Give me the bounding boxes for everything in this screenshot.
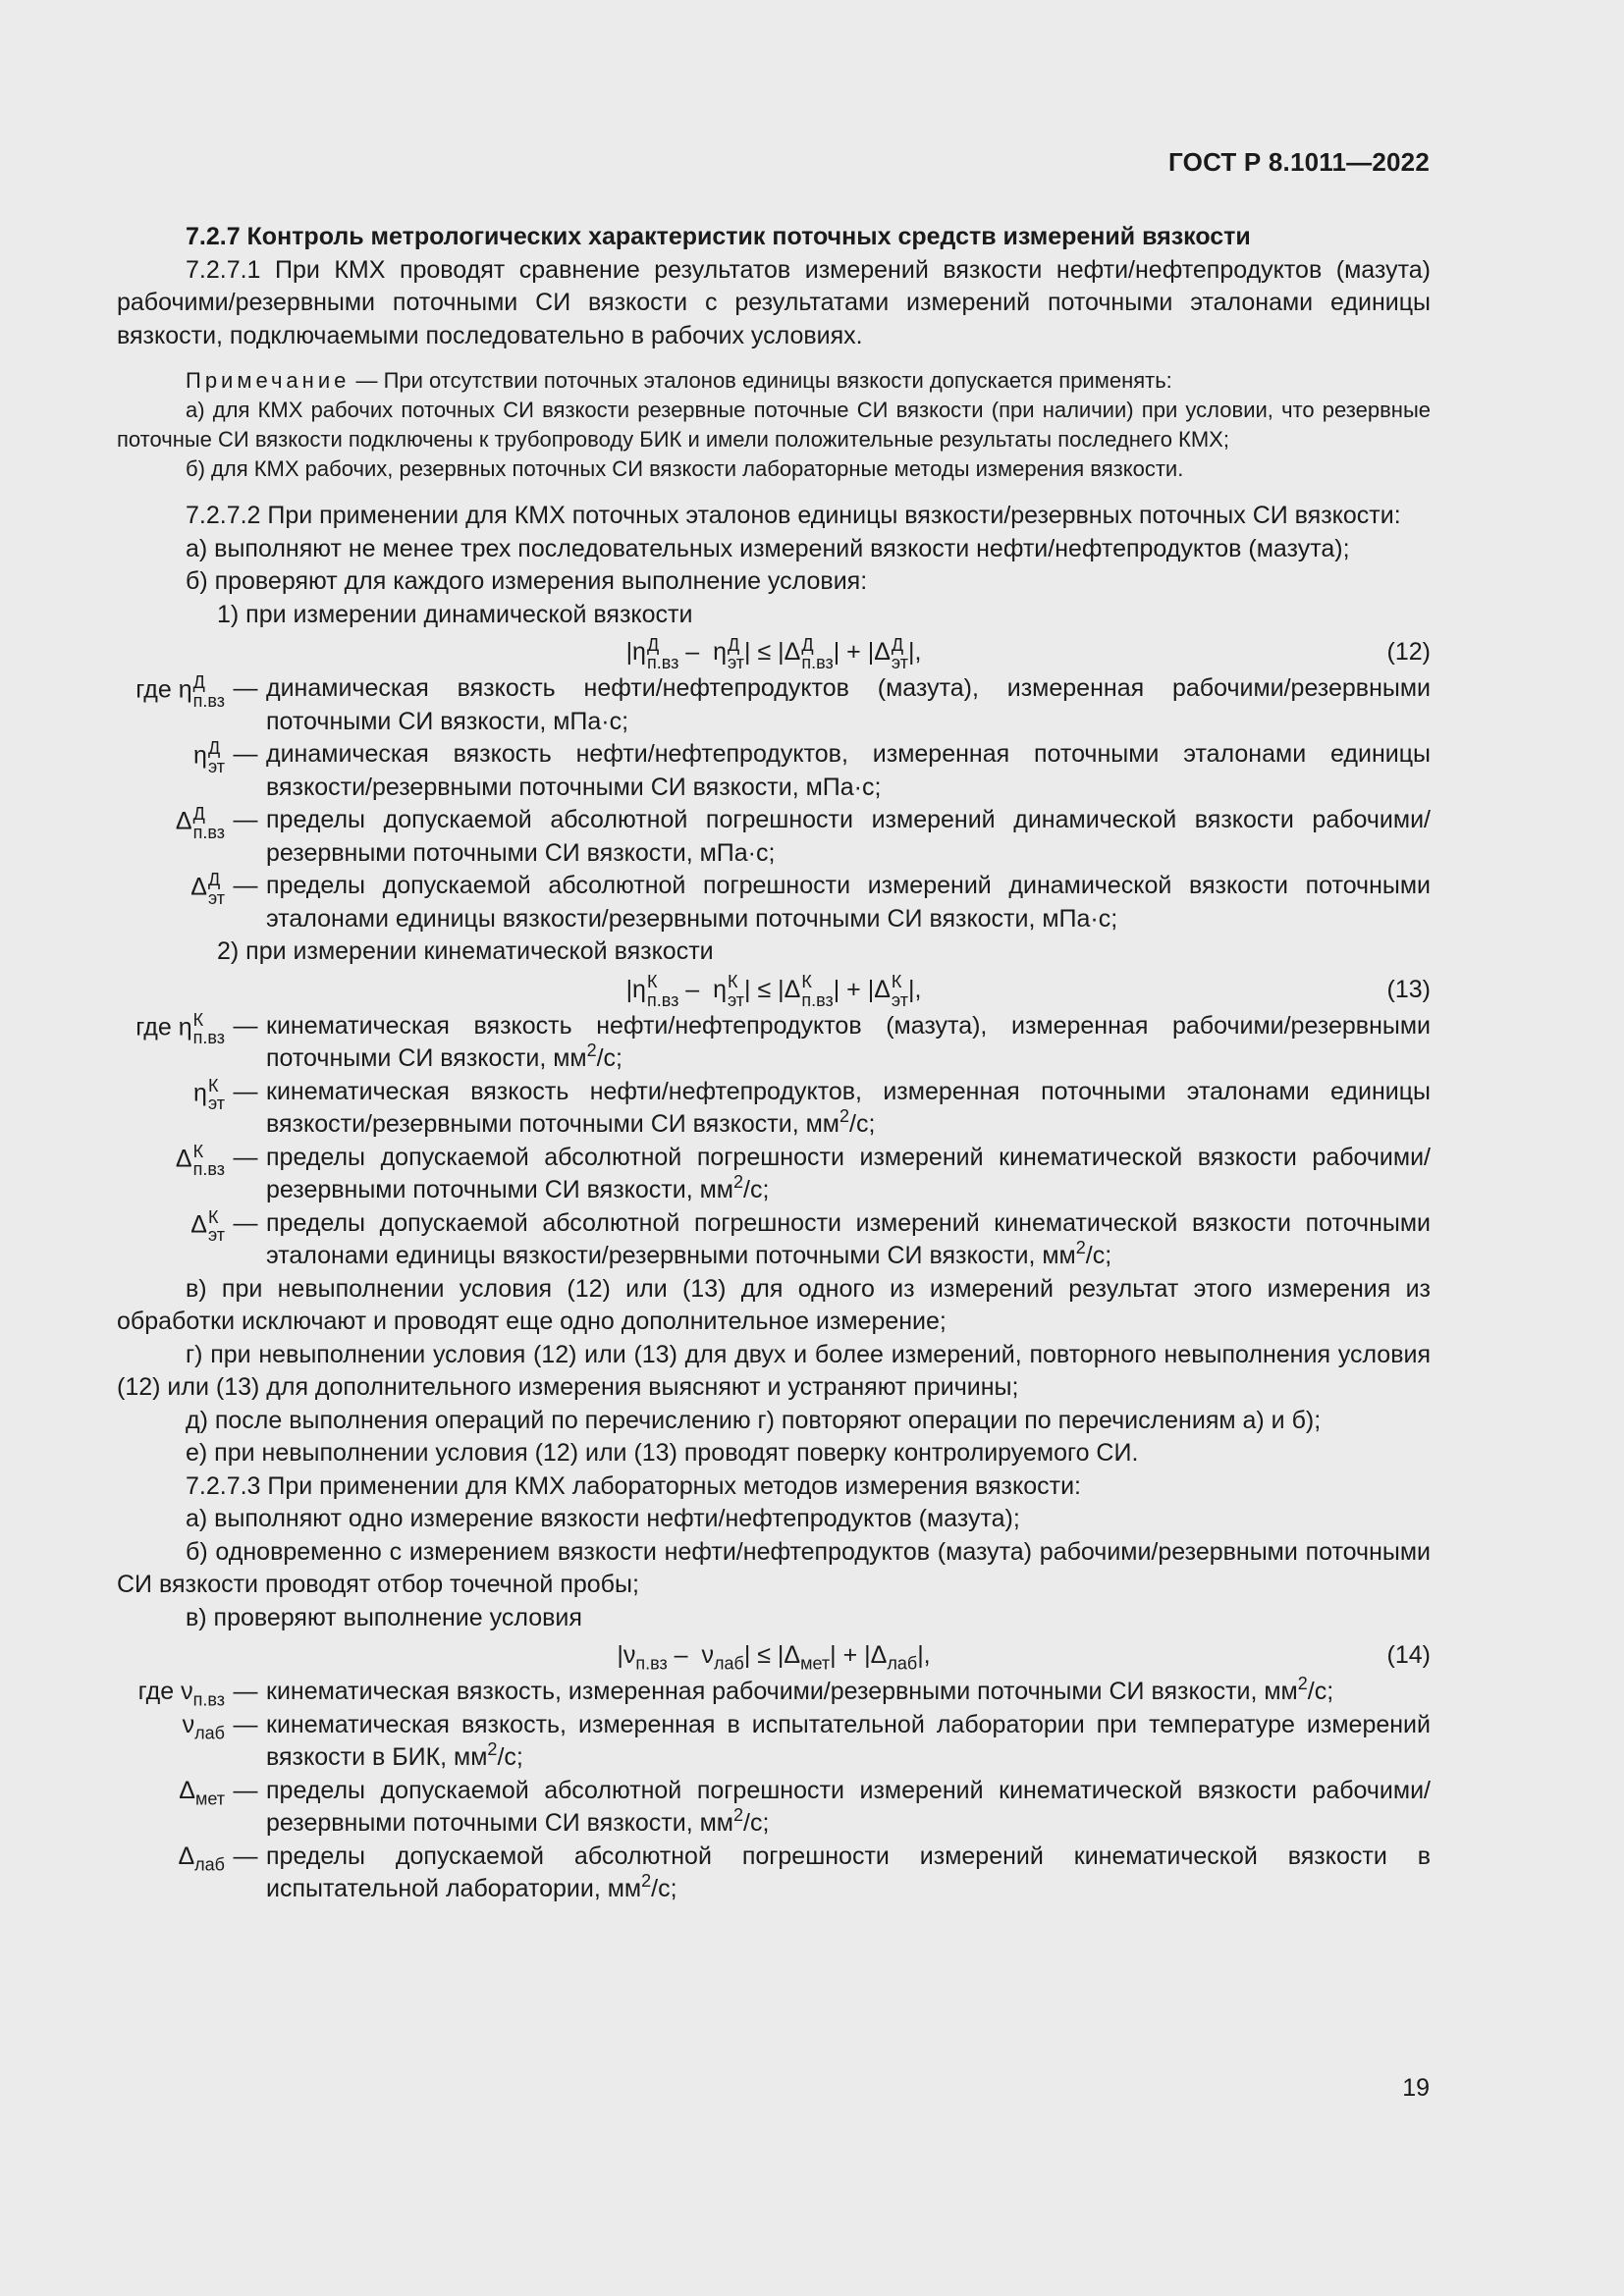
definition-row bbox=[117, 1841, 1431, 1906]
definition-text: динамическая вязкость нефти/нефтепродуктов, измеренная поточными эталонами единицы вязкости/резервными поточными СИ вязкости, мПа·с; bbox=[266, 740, 1431, 801]
formula-13-number: (13) bbox=[1386, 975, 1431, 1003]
list-item-d: д) после выполнения операций по перечислению г) повторяют операции по перечислениям а) и б); bbox=[186, 1406, 1322, 1434]
definition-row bbox=[117, 870, 1431, 935]
definition-symbol: η Д эт bbox=[193, 738, 225, 776]
list-item-e: е) при невыполнении условия (12) или (13) проводят поверку контролируемого СИ. bbox=[186, 1439, 1139, 1467]
definition-dash: — bbox=[233, 1776, 258, 1804]
definition-row bbox=[117, 1076, 1431, 1142]
note-item-b: б) для КМХ рабочих, резервных поточных СИ вязкости лабораторные методы измерения вязкости. bbox=[186, 456, 1184, 481]
note-item-a: а) для КМХ рабочих поточных СИ вязкости резервные поточные СИ вязкости (при наличии) при условии, что резервные поточные СИ вязкости подключены к трубопроводу БИК и имели положительные результаты последнего КМХ; bbox=[117, 398, 1431, 452]
page-content bbox=[117, 221, 1431, 1906]
definition-symbol: где η Д п.вз bbox=[135, 672, 225, 711]
definition-row bbox=[117, 804, 1431, 870]
list-item-a: а) выполняют не менее трех последовательных измерений вязкости нефти/нефтепродуктов (мазута); bbox=[186, 534, 1350, 562]
definition-dash: — bbox=[233, 674, 258, 702]
definition-dash: — bbox=[233, 1842, 258, 1870]
unit-tail: /с; bbox=[651, 1875, 677, 1902]
definition-text: пределы допускаемой абсолютной погрешности измерений кинематической вязкости рабочими/резервными поточными СИ вязкости, $мм^2/с$; bbox=[266, 1143, 1431, 1203]
paragraph-7-2-7-3: 7.2.7.3 При применении для КМХ лабораторных методов измерения вязкости: bbox=[186, 1471, 1081, 1500]
list-item-b-lab: б) одновременно с измерением вязкости нефти/нефтепродуктов (мазута) рабочими/резервными поточными СИ вязкости проводят отбор точечной пробы; bbox=[117, 1537, 1431, 1598]
list-item-a-lab: а) выполняют одно измерение вязкости нефти/нефтепродуктов (мазута); bbox=[186, 1505, 1020, 1532]
document-id-header: ГОСТ Р 8.1011—2022 bbox=[1168, 147, 1430, 177]
definition-symbol: где η К п.вз bbox=[135, 1009, 225, 1048]
paragraph-7-2-7-1: 7.2.7.1 При КМХ проводят сравнение результатов измерений вязкости нефти/нефтепродуктов (мазута) рабочими/резервными поточными СИ вязкости с результатами измерений поточными эталонами единицы вязкости, подключаемыми последовательно в рабочих условиях. bbox=[117, 255, 1431, 349]
case-2-kinematic: 2) при измерении кинематической вязкости bbox=[217, 937, 714, 965]
definition-symbol: Δ Д эт bbox=[190, 870, 225, 908]
definition-symbol: η К эт bbox=[193, 1075, 225, 1114]
definition-dash: — bbox=[233, 1077, 258, 1105]
definition-text: пределы допускаемой абсолютной погрешности измерений динамической вязкости рабочими/резервными поточными СИ вязкости, мПа·с; bbox=[266, 806, 1431, 867]
definition-row bbox=[117, 1775, 1431, 1841]
definition-body: пределы допускаемой абсолютной погрешности измерений кинематической вязкости в испытательной лаборатории, мм bbox=[266, 1842, 1431, 1902]
unit-tail: /с; bbox=[743, 1176, 770, 1203]
unit-tail: /с; bbox=[849, 1110, 876, 1138]
definition-body: кинематическая вязкость, измеренная в испытательной лаборатории при температуре измерений вязкости в БИК, мм bbox=[266, 1710, 1431, 1771]
unit-tail: /с; bbox=[1307, 1678, 1334, 1705]
unit-tail: /с; bbox=[743, 1809, 770, 1837]
definition-body: кинематическая вязкость нефти/нефтепродуктов, измеренная поточными эталонами единицы вязкости/резервными поточными СИ вязкости, мм bbox=[266, 1077, 1431, 1138]
case-1-dynamic: 1) при измерении динамической вязкости bbox=[217, 600, 693, 628]
formula-12-expression: |η Д п.вз – η Д эт | ≤ |Δ Д п.вз | + |Δ Д эт |, bbox=[625, 634, 922, 673]
definition-text: кинематическая вязкость, измеренная в испытательной лаборатории при температуре измерений вязкости в БИК, $мм^2/с$; bbox=[266, 1710, 1431, 1771]
definition-text: пределы допускаемой абсолютной погрешности измерений кинематической вязкости рабочими/резервными поточными СИ вязкости, $мм^2/с$; bbox=[266, 1776, 1431, 1837]
definition-row bbox=[117, 1142, 1431, 1207]
definition-row bbox=[117, 738, 1431, 804]
unit-tail: /с; bbox=[497, 1743, 523, 1771]
formula-12 bbox=[117, 631, 1431, 672]
definition-row bbox=[117, 672, 1431, 738]
definition-text: динамическая вязкость нефти/нефтепродуктов (мазута), измеренная рабочими/резервными поточными СИ вязкости, мПа·с; bbox=[266, 674, 1431, 735]
definition-symbol: $\nu_{лаб}$ bbox=[182, 1710, 225, 1742]
list-item-v-lab: в) проверяют выполнение условия bbox=[186, 1603, 582, 1631]
definition-dash: — bbox=[233, 1710, 258, 1738]
unit-tail: /с; bbox=[596, 1044, 623, 1072]
note-label: Примечание bbox=[186, 368, 351, 393]
formula-14 bbox=[117, 1634, 1431, 1676]
unit-tail: /с; bbox=[1085, 1242, 1112, 1269]
definition-body: пределы допускаемой абсолютной погрешности измерений кинематической вязкости поточными эталонами единицы вязкости/резервными поточными СИ вязкости, мм bbox=[266, 1208, 1431, 1269]
formula-14-number: (14) bbox=[1386, 1641, 1431, 1669]
definition-row bbox=[117, 1709, 1431, 1775]
definition-row bbox=[117, 1207, 1431, 1273]
paragraph-7-2-7-2: 7.2.7.2 При применении для КМХ поточных эталонов единицы вязкости/резервных поточных СИ вязкости: bbox=[186, 502, 1401, 529]
definition-dash: — bbox=[233, 1208, 258, 1237]
where-word: где bbox=[137, 1678, 175, 1705]
definition-symbol: Δ К п.вз bbox=[175, 1141, 225, 1180]
note-intro bbox=[117, 366, 1431, 396]
section-heading: 7.2.7 Контроль метрологических характеристик поточных средств измерений вязкости bbox=[186, 223, 1251, 250]
where-word: где bbox=[135, 675, 172, 704]
page-number: 19 bbox=[1402, 2074, 1430, 2102]
definition-dash: — bbox=[233, 1143, 258, 1171]
definition-text: пределы допускаемой абсолютной погрешности измерений кинематической вязкости в испытательной лаборатории, $мм^2/с$; bbox=[266, 1842, 1431, 1902]
definition-body: пределы допускаемой абсолютной погрешности измерений кинематической вязкости рабочими/резервными поточными СИ вязкости, мм bbox=[266, 1143, 1431, 1203]
definition-row bbox=[117, 1676, 1431, 1709]
definition-body: кинематическая вязкость нефти/нефтепродуктов (мазута), измеренная рабочими/резервными поточными СИ вязкости, мм bbox=[266, 1011, 1431, 1072]
list-item-g: г) при невыполнении условия (12) или (13) для двух и более измерений, повторного невыполнения условия (12) или (13) для дополнительного измерения выясняют и устраняют причины; bbox=[117, 1340, 1431, 1401]
definition-symbol: Δ К эт bbox=[190, 1206, 225, 1246]
formula-12-number: (12) bbox=[1386, 638, 1431, 666]
definition-dash: — bbox=[233, 1011, 258, 1040]
definition-dash: — bbox=[233, 806, 258, 833]
definition-symbol: где $\nu_{п.вз}$ bbox=[137, 1678, 225, 1710]
definition-symbol: $\Delta_{мет}$ bbox=[179, 1776, 225, 1808]
note-text: — При отсутствии поточных эталонов единицы вязкости допускается применять: bbox=[350, 368, 1172, 393]
definition-text: кинематическая вязкость нефти/нефтепродуктов, измеренная поточными эталонами единицы вязкости/резервными поточными СИ вязкости, $мм^2/с$; bbox=[266, 1077, 1431, 1138]
note-block bbox=[117, 366, 1431, 484]
formula-14-expression: $|\nu_{п.вз} - \nu_{лаб}| \le |\Delta_{мет}| + |\Delta_{лаб}|$, bbox=[617, 1641, 931, 1674]
definition-symbol: $\Delta_{лаб}$ bbox=[178, 1842, 225, 1874]
where-word: где bbox=[135, 1013, 172, 1041]
list-item-b: б) проверяют для каждого измерения выполнение условия: bbox=[186, 567, 868, 595]
definition-text: пределы допускаемой абсолютной погрешности измерений динамической вязкости поточными эталонами единицы вязкости/резервными поточными СИ вязкости, мПа·с; bbox=[266, 872, 1431, 933]
definition-dash: — bbox=[233, 740, 258, 768]
definition-dash: — bbox=[233, 872, 258, 899]
formula-13-expression: |η К п.вз – η К эт | ≤ |Δ К п.вз | + |Δ К эт |, bbox=[625, 972, 922, 1010]
definition-text: кинематическая вязкость нефти/нефтепродуктов (мазута), измеренная рабочими/резервными поточными СИ вязкости, $мм^2/с$; bbox=[266, 1011, 1431, 1072]
formula-13 bbox=[117, 969, 1431, 1010]
definition-symbol: Δ Д п.вз bbox=[175, 804, 225, 842]
definition-body: кинематическая вязкость, измеренная рабочими/резервными поточными СИ вязкости, мм bbox=[266, 1678, 1298, 1705]
definition-row bbox=[117, 1010, 1431, 1076]
definition-body: пределы допускаемой абсолютной погрешности измерений кинематической вязкости рабочими/резервными поточными СИ вязкости, мм bbox=[266, 1776, 1431, 1837]
definition-dash: — bbox=[233, 1678, 258, 1705]
definition-text: пределы допускаемой абсолютной погрешности измерений кинематической вязкости поточными эталонами единицы вязкости/резервными поточными СИ вязкости, $мм^2/с$; bbox=[266, 1208, 1431, 1269]
definition-text: кинематическая вязкость, измеренная рабочими/резервными поточными СИ вязкости, $мм^2/с$; bbox=[266, 1674, 1334, 1705]
list-item-v: в) при невыполнении условия (12) или (13) для одного из измерений результат этого измерения из обработки исключают и проводят еще одно дополнительное измерение; bbox=[117, 1274, 1431, 1335]
